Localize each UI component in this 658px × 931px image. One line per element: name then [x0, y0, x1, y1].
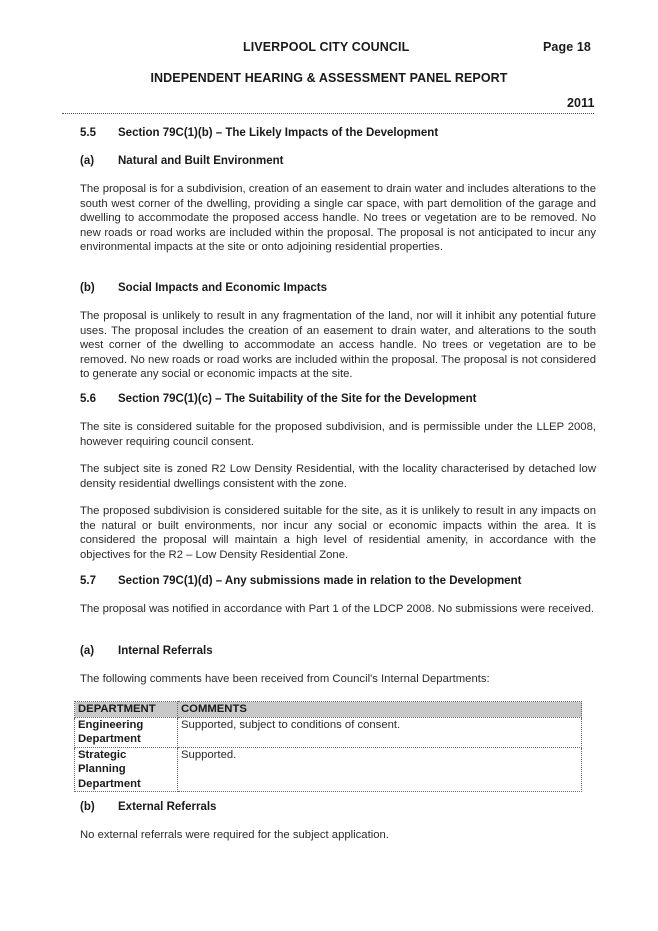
table-row	[75, 717, 582, 747]
subsection-5-5-b-heading	[80, 282, 327, 294]
table-row	[75, 747, 582, 792]
council-name: LIVERPOOL CITY COUNCIL	[243, 40, 410, 54]
suitability-paragraph-3: The proposed subdivision is considered suitable for the site, as it is unlikely to result in any impacts on the natural or built environments, nor incur any social or economic impacts within the area. It is considered the proposal will maintain a high level of residential amenity, in accordance with the objectives for the R2 – Low Density Residential Zone.	[80, 505, 596, 561]
department-cell: Strategic Planning Department	[75, 747, 178, 792]
suitability-paragraph-1: The site is considered suitable for the proposed subdivision, and is permissible under the LLEP 2008, however requiring council consent.	[80, 421, 596, 448]
subsection-5-5-a-heading	[80, 155, 284, 167]
section-title: Section 79C(1)(b) – The Likely Impacts of the Development	[118, 127, 439, 139]
page-number: Page 18	[543, 40, 591, 54]
column-header-comments: COMMENTS	[178, 702, 582, 718]
submissions-paragraph: The proposal was notified in accordance with Part 1 of the LDCP 2008. No submissions were received.	[80, 603, 595, 615]
table-header-row	[75, 702, 582, 718]
section-5-5-heading	[80, 127, 438, 139]
column-header-department: DEPARTMENT	[75, 702, 178, 718]
natural-built-paragraph: The proposal is for a subdivision, creation of an easement to drain water and includes alterations to the south west corner of the dwelling, providing a single car space, with part demolition of the garage and dwelling to accommodate the proposed access handle. No trees or vegetation are to be removed. No new roads or road works are included within the proposal. The proposal is not anticipated to incur any environmental impacts at the site or onto adjoining residential properties.	[80, 183, 596, 254]
header-divider	[62, 113, 594, 114]
subsection-number: (b)	[80, 282, 95, 294]
section-number: 5.5	[80, 127, 96, 139]
suitability-paragraph-2: The subject site is zoned R2 Low Density Residential, with the locality characterised by detached low density residential dwellings consistent with the zone.	[80, 463, 596, 490]
report-title: INDEPENDENT HEARING & ASSESSMENT PANEL REPORT	[150, 71, 508, 85]
section-number: 5.7	[80, 575, 96, 587]
report-year: 2011	[567, 96, 595, 110]
external-referrals-paragraph: No external referrals were required for the subject application.	[80, 829, 389, 841]
subsection-number: (a)	[80, 155, 95, 167]
subsection-number: (a)	[80, 645, 95, 657]
department-cell: Engineering Department	[75, 717, 178, 747]
subsection-5-7-b-heading	[80, 801, 216, 813]
subsection-title: External Referrals	[118, 801, 217, 813]
comment-cell: Supported, subject to conditions of consent.	[178, 717, 582, 747]
section-title: Section 79C(1)(c) – The Suitability of the Site for the Development	[118, 393, 477, 405]
section-number: 5.6	[80, 393, 96, 405]
comment-cell: Supported.	[178, 747, 582, 792]
section-5-7-heading	[80, 575, 521, 587]
social-economic-paragraph: The proposal is unlikely to result in any fragmentation of the land, nor will it inhibit any potential future uses. The proposal includes the creation of an easement to drain water, and alterations to the south west corner of the dwelling to accommodate an access handle. No trees or vegetation are to be removed. No new roads or road works are included within the proposal. The proposal is not considered to generate any social or economic impacts at the site.	[80, 310, 596, 381]
subsection-5-7-a-heading	[80, 645, 213, 657]
subsection-title: Internal Referrals	[118, 645, 213, 657]
section-title: Section 79C(1)(d) – Any submissions made in relation to the Development	[118, 575, 522, 587]
subsection-title: Social Impacts and Economic Impacts	[118, 282, 327, 294]
section-5-6-heading	[80, 393, 476, 405]
subsection-title: Natural and Built Environment	[118, 155, 284, 167]
subsection-number: (b)	[80, 801, 95, 813]
internal-referrals-intro: The following comments have been received from Council's Internal Departments:	[80, 673, 490, 685]
internal-referrals-table	[74, 701, 582, 792]
